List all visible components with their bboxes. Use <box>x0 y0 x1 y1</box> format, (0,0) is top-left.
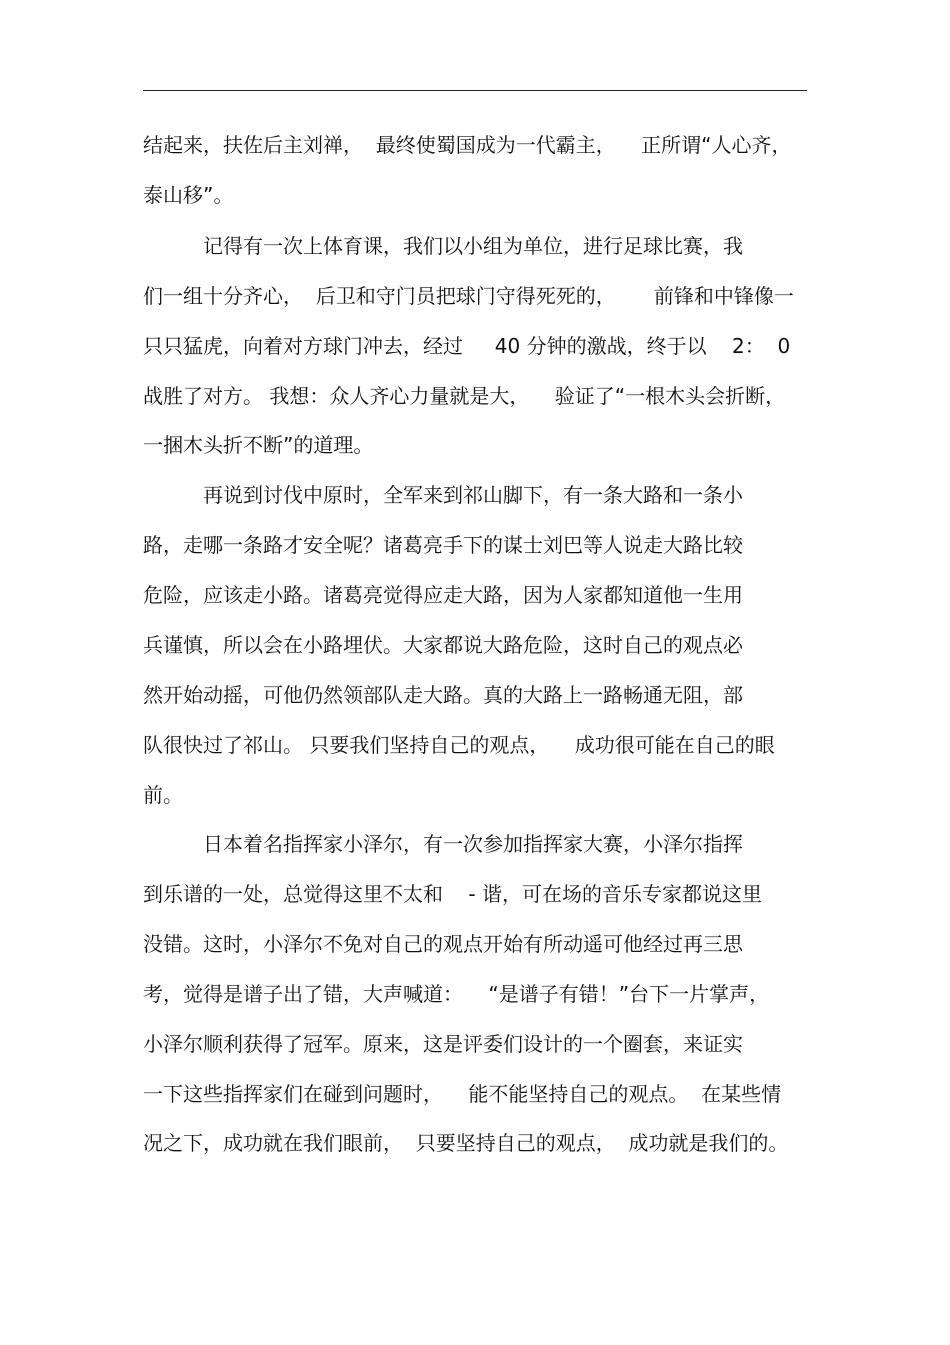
text-line: 再说到讨伐中原时，全军来到祁山脚下，有一条大路和一条小 <box>203 483 743 507</box>
text-line: 们一组十分齐心， 后卫和守门员把球门守得死死的， 前锋和中锋像一 <box>143 284 794 308</box>
text-line: 况之下，成功就在我们眼前， 只要坚持自己的观点， 成功就是我们的。 <box>143 1131 789 1155</box>
text-line: 结起来，扶佐后主刘禅， 最终使蜀国成为一代霸主， 正所谓“人心齐， <box>143 133 792 157</box>
header-rule <box>143 90 807 91</box>
text-line: 然开始动摇，可他仍然领部队走大路。真的大路上一路畅通无阻，部 <box>143 683 743 707</box>
text-line: 队很快过了祁山。 只要我们坚持自己的观点， 成功很可能在自己的眼 <box>143 733 775 757</box>
text-line: 日本着名指挥家小泽尔，有一次参加指挥家大赛，小泽尔指挥 <box>203 832 743 856</box>
text-line: 记得有一次上体育课，我们以小组为单位，进行足球比赛，我 <box>203 234 743 258</box>
text-line: 泰山移”。 <box>143 183 234 207</box>
text-line: 到乐谱的一处，总觉得这里不太和 - 谐，可在场的音乐专家都说这里 <box>143 882 763 906</box>
text-line: 兵谨慎，所以会在小路埋伏。大家都说大路危险，这时自己的观点必 <box>143 633 743 657</box>
text-line: 前。 <box>143 783 183 807</box>
text-line: 一下这些指挥家们在碰到问题时， 能不能坚持自己的观点。 在某些情 <box>143 1082 782 1106</box>
text-line: 考，觉得是谱子出了错，大声喊道： “是谱子有错！”台下一片掌声， <box>143 982 770 1006</box>
text-line: 小泽尔顺利获得了冠军。原来，这是评委们设计的一个圈套，来证实 <box>143 1032 743 1056</box>
text-line: 只只猛虎，向着对方球门冲去，经过 40 分钟的激战，终于以 2： 0 <box>143 334 791 358</box>
text-line: 没错。这时，小泽尔不免对自己的观点开始有所动遥可他经过再三思 <box>143 932 743 956</box>
text-line: 路，走哪一条路才安全呢？诸葛亮手下的谋士刘巴等人说走大路比较 <box>143 533 743 557</box>
text-line: 战胜了对方。 我想：众人齐心力量就是大， 验证了“一根木头会折断， <box>143 384 786 408</box>
text-line: 一捆木头折不断”的道理。 <box>143 433 374 457</box>
text-line: 危险，应该走小路。诸葛亮觉得应走大路，因为人家都知道他一生用 <box>143 583 743 607</box>
